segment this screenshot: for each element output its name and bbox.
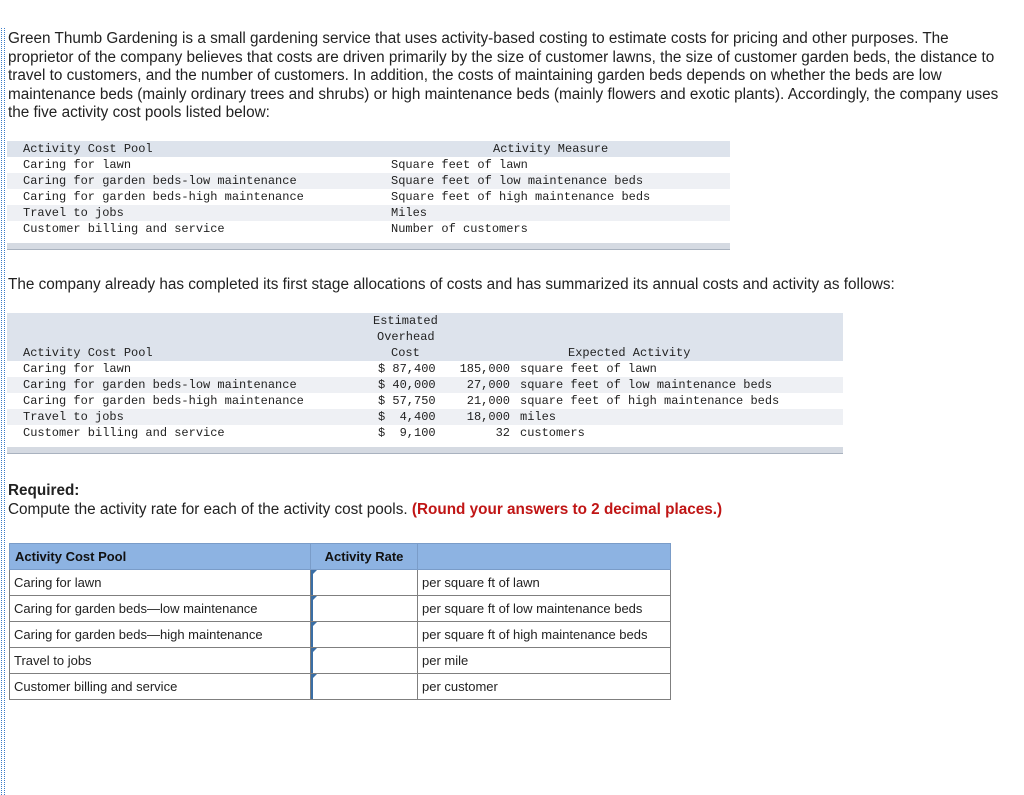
pool-name: Customer billing and service bbox=[23, 222, 225, 236]
table-row bbox=[7, 425, 843, 441]
left-border-inner bbox=[4, 28, 5, 795]
table-row bbox=[7, 221, 730, 237]
pool-name: Caring for garden beds-low maintenance bbox=[23, 174, 297, 188]
pool-name: Caring for lawn bbox=[23, 158, 132, 172]
activity-rate-input-travel[interactable] bbox=[311, 648, 417, 673]
expected-activity-unit: square feet of high maintenance beds bbox=[520, 394, 780, 408]
overhead-cost: $ 87,400 bbox=[378, 362, 436, 376]
expected-activity-qty: 21,000 bbox=[466, 394, 510, 408]
rate-unit: per square ft of low maintenance beds bbox=[418, 596, 671, 622]
table-footer-bar bbox=[7, 243, 730, 250]
measure-name: Number of customers bbox=[391, 222, 528, 236]
pool-name: Caring for garden beds—low maintenance bbox=[10, 596, 311, 622]
pool-name: Caring for garden beds—high maintenance bbox=[10, 622, 311, 648]
header-activity-rate: Activity Rate bbox=[311, 544, 418, 570]
overhead-cost: $ 4,400 bbox=[378, 410, 436, 424]
activity-rate-cell[interactable] bbox=[311, 674, 418, 700]
rate-unit: per square ft of lawn bbox=[418, 570, 671, 596]
table-header-line bbox=[7, 345, 843, 361]
table-row bbox=[10, 596, 671, 622]
overhead-cost: $ 40,000 bbox=[378, 378, 436, 392]
activity-rate-cell[interactable] bbox=[311, 596, 418, 622]
left-border bbox=[1, 28, 2, 795]
pool-name: Customer billing and service bbox=[23, 426, 225, 440]
rate-unit: per square ft of high maintenance beds bbox=[418, 622, 671, 648]
answer-header-row bbox=[10, 544, 671, 570]
table-row bbox=[7, 205, 730, 221]
table-row bbox=[10, 648, 671, 674]
intro-paragraph: Green Thumb Gardening is a small gardening service that uses activity-based costing to estimate costs for pricing and other purposes. The proprietor of the company believes that costs are driven primarily by the size of customer lawns, the size of customer garden beds, the distance to travel to customers, and the number of customers. In addition, the costs of maintaining garden beds depends on whether the beds are low maintenance beds (mainly ordinary trees and shrubs) or high maintenance beds (mainly flowers and exotic plants). Accordingly, the company uses the five activity cost pools listed below: bbox=[8, 30, 999, 121]
activity-rate-input-billing[interactable] bbox=[311, 674, 417, 699]
expected-activity-qty: 18,000 bbox=[466, 410, 510, 424]
header-activity-cost-pool: Activity Cost Pool bbox=[23, 142, 153, 156]
required-text: Compute the activity rate for each of the activity cost pools. bbox=[8, 501, 408, 518]
expected-activity-unit: square feet of low maintenance beds bbox=[520, 378, 773, 392]
table-header-line bbox=[7, 329, 843, 345]
pool-name: Travel to jobs bbox=[23, 410, 124, 424]
expected-activity-qty: 185,000 bbox=[459, 362, 510, 376]
expected-activity-unit: customers bbox=[520, 426, 585, 440]
overhead-cost: $ 9,100 bbox=[378, 426, 436, 440]
expected-activity-unit: miles bbox=[520, 410, 557, 424]
pool-name: Caring for lawn bbox=[10, 570, 311, 596]
measure-name: Square feet of high maintenance beds bbox=[391, 190, 651, 204]
rate-unit: per mile bbox=[418, 648, 671, 674]
pool-name: Caring for garden beds-high maintenance bbox=[23, 394, 304, 408]
answer-table bbox=[9, 543, 671, 700]
activity-rate-input-lawn[interactable] bbox=[311, 570, 417, 595]
activity-pools-table bbox=[7, 141, 730, 237]
table-row bbox=[7, 377, 843, 393]
header-activity-measure: Activity Measure bbox=[493, 142, 609, 156]
table-row bbox=[7, 173, 730, 189]
pool-name: Caring for lawn bbox=[23, 362, 132, 376]
header-cost: Cost bbox=[391, 346, 420, 360]
pool-name: Caring for garden beds-high maintenance bbox=[23, 190, 304, 204]
pool-name: Customer billing and service bbox=[10, 674, 311, 700]
pool-name: Caring for garden beds-low maintenance bbox=[23, 378, 297, 392]
measure-name: Square feet of low maintenance beds bbox=[391, 174, 644, 188]
activity-rate-input-low-maintenance[interactable] bbox=[311, 596, 417, 621]
pool-name: Travel to jobs bbox=[10, 648, 311, 674]
required-section bbox=[8, 481, 722, 519]
header-overhead: Overhead bbox=[377, 330, 435, 344]
measure-name: Square feet of lawn bbox=[391, 158, 528, 172]
header-unit bbox=[418, 544, 671, 570]
header-estimated: Estimated bbox=[373, 314, 438, 328]
table-footer-bar bbox=[7, 447, 843, 454]
overhead-costs-table bbox=[7, 313, 843, 441]
overhead-cost: $ 57,750 bbox=[378, 394, 436, 408]
activity-rate-cell[interactable] bbox=[311, 622, 418, 648]
rate-unit: per customer bbox=[418, 674, 671, 700]
table-header-line bbox=[7, 313, 843, 329]
table-header bbox=[7, 141, 730, 157]
expected-activity-qty: 32 bbox=[495, 426, 510, 440]
table-row bbox=[10, 570, 671, 596]
rounding-instruction: (Round your answers to 2 decimal places.) bbox=[411, 501, 723, 518]
costs-intro-paragraph: The company already has completed its first stage allocations of costs and has summarized its annual costs and activity as follows: bbox=[8, 276, 895, 293]
table-row bbox=[7, 189, 730, 205]
table-row bbox=[7, 157, 730, 173]
activity-rate-cell[interactable] bbox=[311, 648, 418, 674]
header-activity-cost-pool: Activity Cost Pool bbox=[10, 544, 311, 570]
required-label: Required: bbox=[8, 482, 80, 499]
table-row bbox=[10, 622, 671, 648]
header-activity-cost-pool: Activity Cost Pool bbox=[23, 346, 153, 360]
activity-rate-input-high-maintenance[interactable] bbox=[311, 622, 417, 647]
table-row bbox=[10, 674, 671, 700]
table-row bbox=[7, 393, 843, 409]
expected-activity-qty: 27,000 bbox=[466, 378, 510, 392]
table-row bbox=[7, 409, 843, 425]
expected-activity-unit: square feet of lawn bbox=[520, 362, 657, 376]
measure-name: Miles bbox=[391, 206, 428, 220]
activity-rate-cell[interactable] bbox=[311, 570, 418, 596]
pool-name: Travel to jobs bbox=[23, 206, 124, 220]
header-expected-activity: Expected Activity bbox=[568, 346, 691, 360]
table-row bbox=[7, 361, 843, 377]
